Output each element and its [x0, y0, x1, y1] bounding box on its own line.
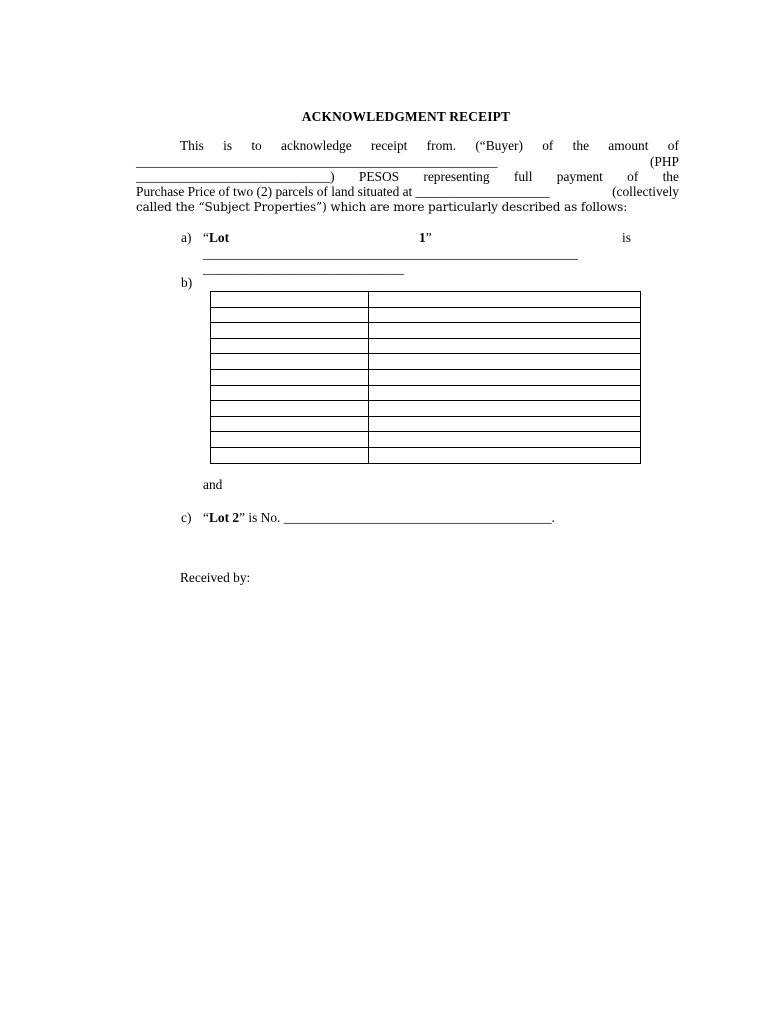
item-c-marker: c): [181, 510, 192, 525]
word: of: [542, 138, 554, 153]
table-cell[interactable]: [369, 432, 641, 448]
paragraph-line-1: [180, 138, 679, 154]
table-cell[interactable]: [369, 323, 641, 339]
lot-number: 1: [419, 230, 426, 245]
word: payment: [556, 169, 603, 184]
table-row: [211, 307, 641, 323]
received-by-label: Received by:: [180, 570, 251, 585]
word: PESOS: [358, 169, 400, 184]
table-row: [211, 447, 641, 463]
table-cell[interactable]: [211, 292, 369, 308]
word: the: [572, 138, 590, 153]
item-c-line: [203, 510, 555, 526]
table-row: [211, 401, 641, 417]
lot-label: Lot: [208, 230, 230, 245]
table-cell[interactable]: [369, 401, 641, 417]
table-cell[interactable]: [369, 447, 641, 463]
word-is: is: [622, 230, 631, 245]
table-cell[interactable]: [369, 385, 641, 401]
paragraph-line-3: [136, 169, 679, 185]
open-quote: “: [203, 510, 209, 525]
word: acknowledge: [281, 138, 352, 153]
lot-2-text: ” is No. ________________________________________.: [239, 510, 555, 525]
item-a-blank-1: ________________________________________________________: [203, 246, 578, 261]
word: (“Buyer): [475, 138, 523, 153]
word: (collectively: [612, 184, 679, 199]
word: to: [251, 138, 262, 153]
word: full: [513, 169, 533, 184]
amount-figure-blank: _____________________________): [136, 169, 335, 184]
table-cell[interactable]: [211, 354, 369, 370]
word: This: [180, 138, 204, 153]
table-row: [211, 338, 641, 354]
and-text: and: [203, 477, 223, 492]
table-cell[interactable]: [369, 369, 641, 385]
table-cell[interactable]: [211, 447, 369, 463]
table-cell[interactable]: [369, 416, 641, 432]
table-cell[interactable]: [369, 292, 641, 308]
table-cell[interactable]: [369, 338, 641, 354]
table-cell[interactable]: [211, 323, 369, 339]
word: amount: [608, 138, 649, 153]
table-cell[interactable]: [211, 385, 369, 401]
table-cell[interactable]: [211, 432, 369, 448]
paragraph-line-4: [136, 184, 679, 200]
table-cell[interactable]: [369, 307, 641, 323]
item-a-blank-2: ______________________________: [203, 261, 404, 276]
table-row: [211, 416, 641, 432]
table-cell[interactable]: [211, 369, 369, 385]
word: is: [223, 138, 233, 153]
table-row: [211, 292, 641, 308]
table-cell[interactable]: [211, 338, 369, 354]
paragraph-line-5: called the “Subject Properties”) which are more particularly described as follows:: [136, 200, 628, 214]
open-quote: “: [203, 230, 209, 245]
close-quote: ”: [425, 230, 432, 245]
table-cell[interactable]: [211, 307, 369, 323]
table-row: [211, 369, 641, 385]
amount-words-blank: ______________________________________________________: [136, 154, 498, 169]
word: of: [667, 138, 679, 153]
table-row: [211, 385, 641, 401]
table-cell[interactable]: [369, 354, 641, 370]
table-row: [211, 323, 641, 339]
table-cell[interactable]: [211, 401, 369, 417]
table-cell[interactable]: [211, 416, 369, 432]
lot-2-label: Lot 2: [208, 510, 240, 525]
word: the: [662, 169, 679, 184]
word: of: [627, 169, 639, 184]
word: receipt: [370, 138, 408, 153]
php-label: (PHP: [649, 154, 679, 169]
paragraph-line-2: [136, 154, 679, 170]
item-b-marker: b): [181, 275, 193, 290]
word: representing: [423, 169, 490, 184]
location-text: Purchase Price of two (2) parcels of land situated at ____________________: [136, 184, 550, 199]
table-row: [211, 354, 641, 370]
table-row: [211, 432, 641, 448]
lot-description-table: [210, 291, 641, 464]
item-a-marker: a): [181, 230, 192, 245]
word: from.: [426, 138, 457, 153]
document-title: ACKNOWLEDGMENT RECEIPT: [301, 109, 511, 124]
